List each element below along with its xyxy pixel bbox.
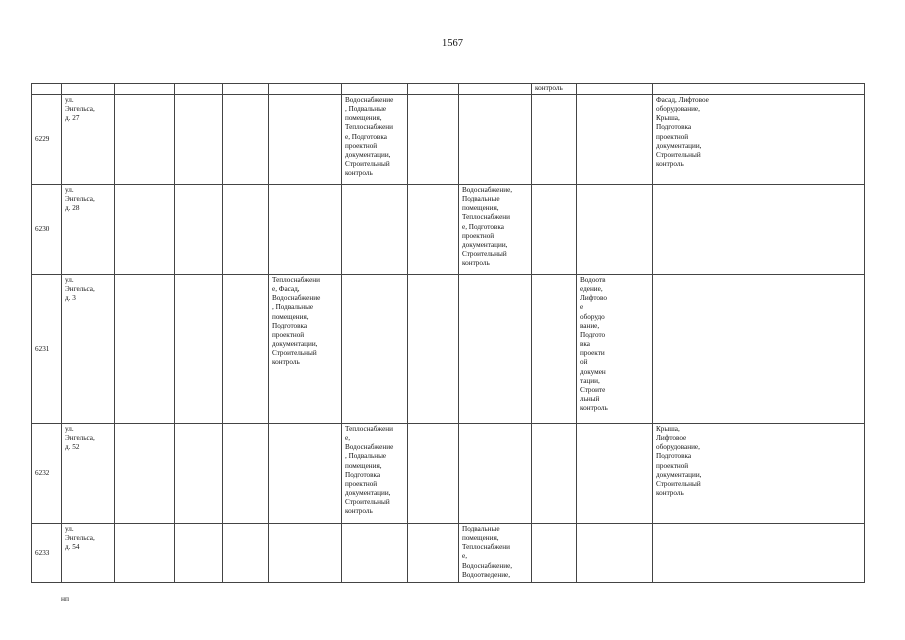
work-cell: Теплоснабжени е, Водоснабжение , Подвальные помещения, Подготовка проектной документации, Строительный контроль <box>342 424 408 524</box>
table-row <box>32 424 865 524</box>
work-cell: Теплоснабжени е, Фасад, Водоснабжение , Подвальные помещения, Подготовка проектной документации, Строительный контроль <box>269 275 342 424</box>
row-number: 6229 <box>32 95 62 185</box>
register-table <box>31 83 865 583</box>
address-cell: ул. Энгельса, д. 27 <box>62 95 115 185</box>
address-cell: ул. Энгельса, д. 52 <box>62 424 115 524</box>
work-cell <box>577 185 653 275</box>
row-number: 6231 <box>32 275 62 424</box>
work-cell <box>459 95 532 185</box>
work-cell: Водоснабжение, Подвальные помещения, Теплоснабжени е, Подготовка проектной документации, Строительный контроль <box>459 185 532 275</box>
work-cell <box>342 524 408 583</box>
work-cell <box>653 524 865 583</box>
work-cell: Водоснабжение , Подвальные помещения, Теплоснабжени е, Подготовка проектной документации, Строительный контроль <box>342 95 408 185</box>
footer-note: нп <box>61 594 70 603</box>
work-cell <box>269 185 342 275</box>
table-cell: контроль <box>532 84 577 95</box>
work-cell <box>459 275 532 424</box>
work-cell: Водоотв едение, Лифтово е оборудо вание, Подгото вка проекти ой докумен тации, Строите льный контроль <box>577 275 653 424</box>
work-cell <box>459 424 532 524</box>
work-cell <box>577 95 653 185</box>
work-cell <box>269 524 342 583</box>
work-cell <box>342 185 408 275</box>
address-cell: ул. Энгельса, д. 3 <box>62 275 115 424</box>
work-cell <box>577 524 653 583</box>
table-row <box>32 95 865 185</box>
table-row <box>32 185 865 275</box>
row-number: 6232 <box>32 424 62 524</box>
work-cell: Фасад, Лифтовое оборудование, Крыша, Подготовка проектной документации, Строительный контроль <box>653 95 865 185</box>
work-cell <box>269 95 342 185</box>
work-cell: Крыша, Лифтовое оборудование, Подготовка проектной документации, Строительный контроль <box>653 424 865 524</box>
work-cell <box>269 424 342 524</box>
work-cell <box>653 275 865 424</box>
work-cell <box>342 275 408 424</box>
work-cell: Подвальные помещения, Теплоснабжени е, Водоснабжение, Водоотведение, <box>459 524 532 583</box>
page-number: 1567 <box>442 38 463 49</box>
row-number: 6230 <box>32 185 62 275</box>
work-cell <box>653 185 865 275</box>
table-row <box>32 524 865 583</box>
address-cell: ул. Энгельса, д. 54 <box>62 524 115 583</box>
row-number: 6233 <box>32 524 62 583</box>
table-row <box>32 275 865 424</box>
work-cell <box>577 424 653 524</box>
address-cell: ул. Энгельса, д. 28 <box>62 185 115 275</box>
continuation-row <box>32 84 865 95</box>
